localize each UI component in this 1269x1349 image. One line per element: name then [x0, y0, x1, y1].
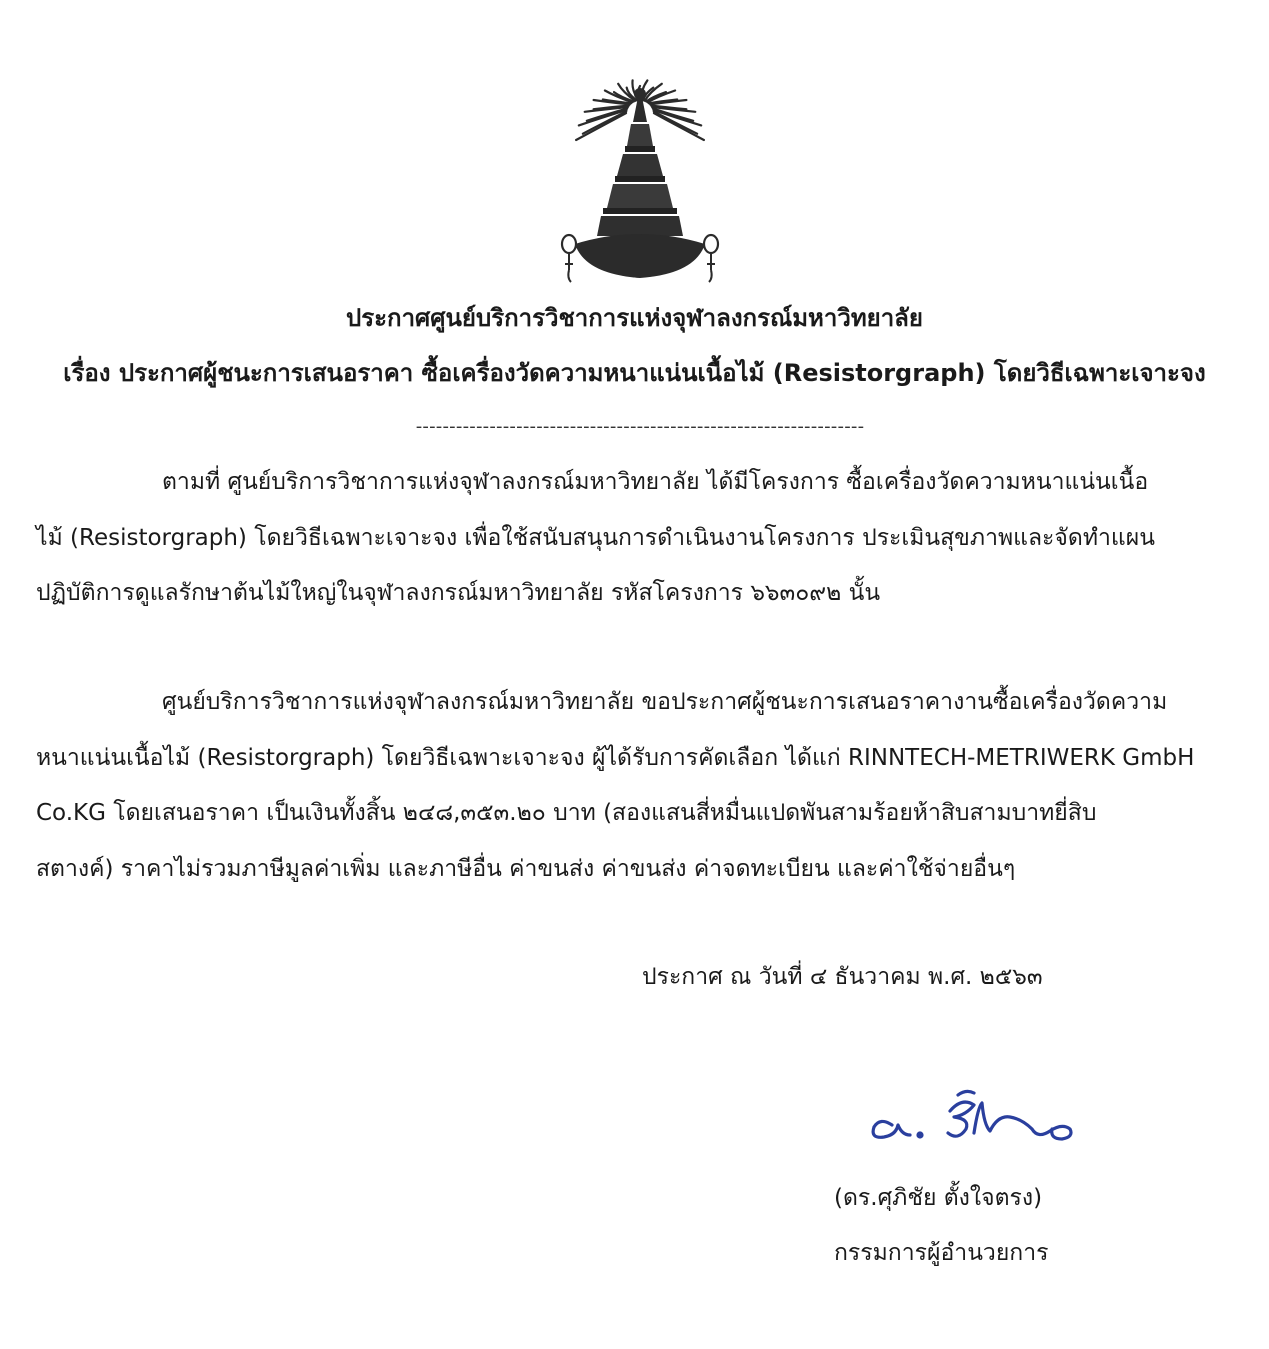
paragraph2-line: สตางค์) ราคาไม่รวมภาษีมูลค่าเพิ่ม และภาษีอื่น ค่าขนส่ง ค่าขนส่ง ค่าจดทะเบียน และค่าใช้จ่ายอื่นๆ	[36, 856, 1016, 882]
announcement-title: ประกาศศูนย์บริการวิชาการแห่งจุฬาลงกรณ์มหาวิทยาลัย	[346, 304, 923, 332]
title-separator: -------------------------------------------------------------------	[415, 416, 865, 437]
signatory-name: (ดร.ศุภิชัย ตั้งใจตรง)	[834, 1185, 1043, 1211]
announcement-date: ประกาศ ณ วันที่ ๔ ธันวาคม พ.ศ. ๒๕๖๓	[642, 964, 1043, 990]
paragraph2-line: Co.KG โดยเสนอราคา เป็นเงินทั้งสิ้น ๒๔๘,๓๕๓.๒๐ บาท (สองแสนสี่หมื่นแปดพันสามร้อยห้าสิบสามบาทยี่สิบ	[36, 800, 1097, 826]
paragraph1-line: ไม้ (Resistorgraph) โดยวิธีเฉพาะเจาะจง เพื่อใช้สนับสนุนการดำเนินงานโครงการ ประเมินสุขภาพและจัดทำแผน	[36, 525, 1155, 551]
signature-image	[862, 1085, 1082, 1155]
announcement-subject: เรื่อง ประกาศผู้ชนะการเสนอราคา ซื้อเครื่องวัดความหนาแน่นเนื้อไม้ (Resistorgraph) โดยวิธีเฉพาะเจาะจง	[63, 359, 1206, 387]
paragraph1-line: ปฏิบัติการดูแลรักษาต้นไม้ใหญ่ในจุฬาลงกรณ์มหาวิทยาลัย รหัสโครงการ ๖๖๓๐๙๒ นั้น	[36, 580, 881, 606]
chulalongkorn-seal-icon	[555, 42, 725, 292]
paragraph2-line: ศูนย์บริการวิชาการแห่งจุฬาลงกรณ์มหาวิทยาลัย ขอประกาศผู้ชนะการเสนอราคางานซื้อเครื่องวัดความ	[162, 689, 1168, 715]
paragraph1-line: ตามที่ ศูนย์บริการวิชาการแห่งจุฬาลงกรณ์มหาวิทยาลัย ได้มีโครงการ ซื้อเครื่องวัดความหนาแน่นเนื้อ	[162, 469, 1149, 495]
paragraph2-line: หนาแน่นเนื้อไม้ (Resistorgraph) โดยวิธีเฉพาะเจาะจง ผู้ได้รับการคัดเลือก ได้แก่ RINNTECH-METRIWERK GmbH	[36, 745, 1195, 771]
signatory-position: กรรมการผู้อำนวยการ	[834, 1240, 1049, 1266]
